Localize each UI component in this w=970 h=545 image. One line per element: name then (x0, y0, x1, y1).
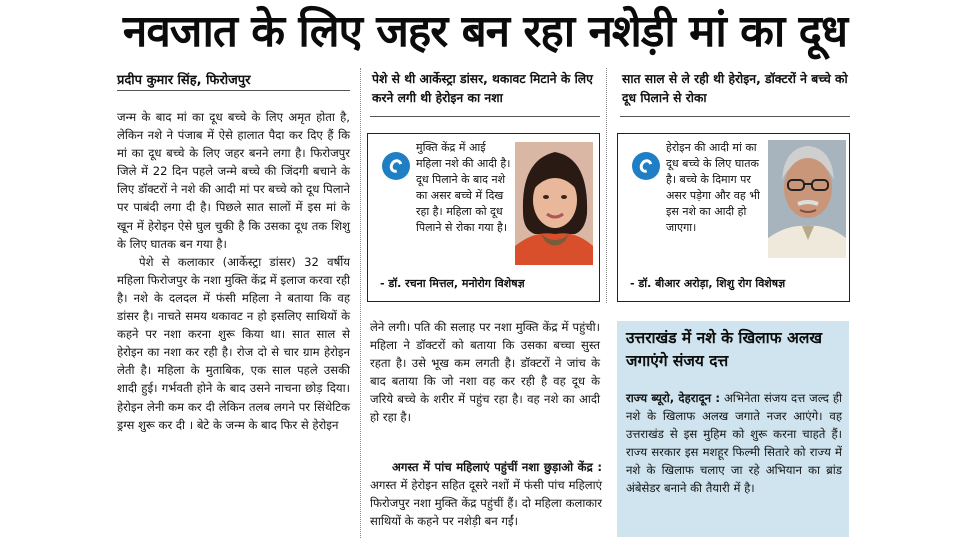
subhead-rule-1 (370, 116, 600, 117)
headline: नवजात के लिए जहर बन रहा नशेड़ी मां का दूध (122, 6, 848, 57)
byline: प्रदीप कुमार सिंह, फिरोजपुर (117, 73, 251, 88)
quote-text: मुक्ति केंद्र में आई महिला नशे की आदी है। दूध पिलाने के बाद नशे का असर बच्चे में दिख रहा है। महिला को दूध पिलाने से रोका गया है। (416, 141, 511, 234)
article-paragraph-2: पेशे से कलाकार (आर्केस्ट्रा डांसर) 32 वर्षीय महिला फिरोजपुर के नशा मुक्ति केंद्र में इलाज करवा रही है। नशे के दलदल में फंसी महिला ने बताया कि वह डांसर है। नाचते समय थकावट न हो इसलिए साथियों के कहने पर नशा करना शुरू किया था। सात साल से हेरोइन का नशा कर रही है। रोज दो से चार ग्राम हेरोइन लेती है। महिला के मुताबिक, एक साल पहले उसकी शादी हुई। गर्भवती होने के बाद उसने नाचना छोड़ दिया। हेरोइन लेनी कम कर दी लेकिन तलब लगने पर सिंथेटिक ड्रग्स शुरू कर दी । बेटे के जन्म के बाद फिर से हेरोइन (117, 254, 350, 432)
article-column-2 (370, 318, 600, 427)
article-paragraph-1: जन्म के बाद मां का दूध बच्चे के लिए अमृत होता है, लेकिन नशे ने पंजाब में ऐसे हालात पैदा कर दिए हैं कि मां का दूध बच्चे के लिए जहर बनने लगा है। फिरोजपुर जिले में 22 दिन पहले जन्मे बच्चे की जिंदगी बचाने के लिए डॉक्टरों ने नशे की आदी मां पर बच्चे को दूध पिलाने पर पाबंदी लगा दी है। पिछले सात सालों में इस मां के खून में हेरोइन ऐसे घुल चुकी है कि उसका दूध तक शिशु के लिए घातक बन गया है। (117, 110, 350, 251)
quote-icon (382, 152, 410, 180)
crosshead: अगस्त में पांच महिलाएं पहुंचीं नशा छुड़ाओ केंद्र : (392, 460, 602, 474)
sidebar-body (626, 389, 842, 498)
article-paragraph-3: लेने लगी। पति की सलाह पर नशा मुक्ति केंद्र में पहुंची। महिला ने डॉक्टरों को बताया कि उसका बच्चा सुस्त रहता है। उसे भूख कम लगती है। डॉक्टरों ने जांच के बाद बताया कि जो नशा वह कर रही है वह दूध के जरिये बच्चे के शरीर में पहुंच रहा है। वह नशे का आदी हो रहा है। (370, 320, 600, 425)
article-paragraph-4: अगस्त में हेरोइन सहित दूसरे नशों में फंसी पांच महिलाएं फिरोजपुर नशा मुक्ति केंद्र पहुंचीं हैं। दो महिला कलाकार साथियों के कहने पर नशेड़ी बन गईं। (370, 478, 602, 529)
subhead-heroin-seven-years: सात साल से ले रही थी हेरोइन, डॉक्टरों ने बच्चे को दूध पिलाने से रोका (622, 72, 848, 105)
quote-text: हेरोइन की आदी मां का दूध बच्चे के लिए घातक है। बच्चे के दिमाग पर असर पड़ेगा और वह भी इस नशे का आदी हो जाएगा। (666, 141, 760, 234)
column-divider-1 (360, 68, 361, 538)
quote-attribution: - डॉ. रचना मित्तल, मनोरोग विशेषज्ञ (380, 277, 525, 290)
quote-icon (632, 152, 660, 180)
quote-box-rachna-mittal (367, 133, 600, 302)
article-column-2-lower (370, 458, 602, 530)
sidebar-sanjay-dutt (617, 321, 849, 537)
doctor-photo-woman (515, 142, 593, 265)
sidebar-headline: उत्तराखंड में नशे के खिलाफ अलख जगाएंगे संजय दत्त (626, 329, 823, 370)
sidebar-dateline: राज्य ब्यूरो, देहरादून : (626, 391, 721, 405)
sidebar-text: अभिनेता संजय दत्त जल्द ही नशे के खिलाफ अलख जगाते नजर आएंगे। वह उत्तराखंड से इस मुहिम को शुरू करना चाहते हैं। राज्य सरकार इस मशहूर फिल्मी सितारे को राज्य में नशे के खिलाफ चलाए जा रहे अभियान का ब्रांड अंबेसेडर बनाने की तैयारी में है। (626, 391, 842, 496)
byline-rule (117, 90, 350, 91)
doctor-photo-man (768, 140, 846, 258)
quote-box-br-arora (617, 133, 850, 302)
article-column-1 (117, 108, 350, 434)
column-divider-2 (606, 68, 607, 303)
subhead-rule-2 (620, 116, 850, 117)
quote-attribution: - डॉ. बीआर अरोड़ा, शिशु रोग विशेषज्ञ (630, 277, 786, 290)
subhead-orchestra-dancer: पेशे से थी आर्केस्ट्रा डांसर, थकावट मिटाने के लिए करने लगी थी हेरोइन का नशा (372, 72, 593, 105)
